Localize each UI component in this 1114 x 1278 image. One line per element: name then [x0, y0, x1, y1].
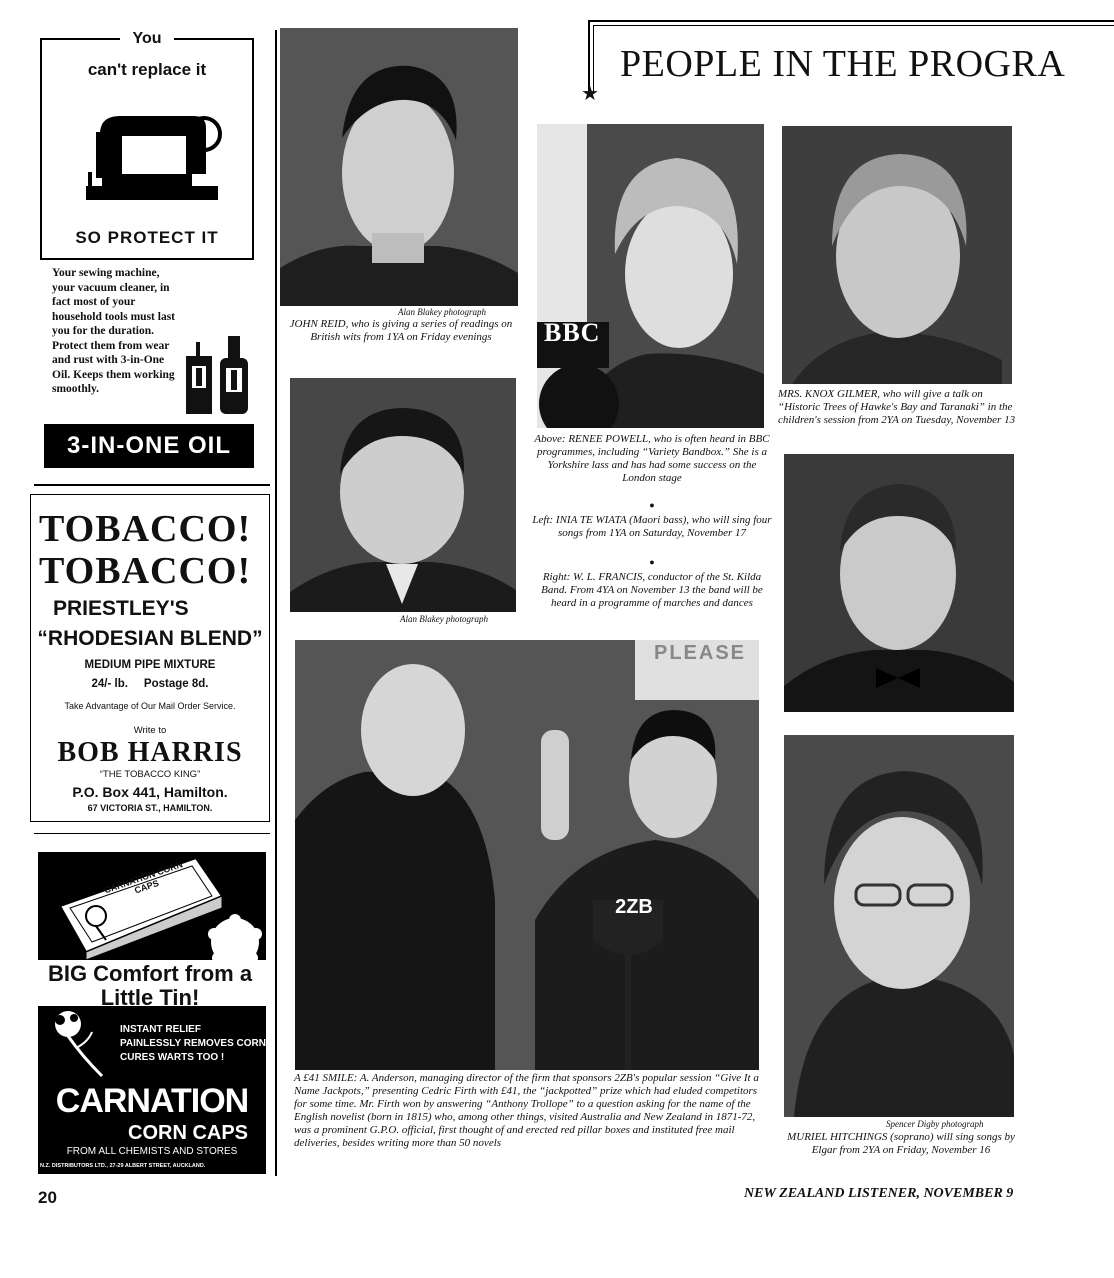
star-icon: ★ — [581, 83, 599, 105]
carnation-ad — [38, 852, 266, 1174]
carnation-product: CORN CAPS — [128, 1122, 249, 1144]
photo-john-reid — [280, 28, 518, 306]
wiata-caption: Left: INIA TE WIATA (Maori bass), who will sing four songs from 1YA on Saturday, November 17 — [532, 514, 772, 539]
francis-caption: Right: W. L. FRANCIS, conductor of the St. Kilda Band. From 4YA on November 13 the band will be heard in a programme of marches and dances — [541, 571, 763, 609]
photo-renee-powell — [537, 124, 764, 428]
tobacco-king: “THE TOBACCO KING” — [99, 769, 201, 780]
column-rule — [275, 30, 277, 1176]
hitchings-credit: Spencer Digby photograph — [886, 1119, 984, 1129]
carnation-brand: CARNATION — [55, 1082, 249, 1120]
photo-smile — [295, 640, 759, 1070]
carnation-big: BIG Comfort from a Little Tin! — [47, 961, 253, 1010]
please-sign: PLEASE — [654, 642, 747, 664]
oil-ad-headline: can't replace it — [87, 60, 207, 79]
sewing-machine-icon — [82, 94, 222, 206]
bullet-1: ● — [649, 500, 655, 510]
carnation-from: FROM ALL CHEMISTS AND STORES — [66, 1146, 238, 1157]
powell-caption: Above: RENEE POWELL, who is often heard in BBC programmes, including “Variety Bandbox.” She is a Yorkshire lass and has had some success on the London stage — [534, 433, 770, 484]
divider — [34, 833, 270, 834]
tobacco-write: Write to — [133, 725, 167, 736]
oil-ad — [40, 30, 254, 468]
tobacco-line-1: TOBACCO! — [39, 508, 252, 550]
tobacco-ad — [30, 494, 270, 822]
photo-wl-francis — [784, 454, 1014, 712]
tobacco-price: 24/- lb. Postage 8d. — [91, 678, 209, 690]
wiata-credit: Alan Blakey photograph — [400, 614, 488, 624]
photo-muriel-hitchings — [784, 735, 1014, 1117]
tobacco-advantage: Take Advantage of Our Mail Order Service. — [64, 701, 236, 711]
page-title: PEOPLE IN THE PROGRA — [620, 43, 1066, 85]
reid-caption: JOHN REID, who is giving a series of readings on British wits from 1YA on Friday evenings — [289, 318, 513, 343]
gilmer-caption: MRS. KNOX GILMER, who will give a talk on “Historic Trees of Hawke's Bay and Taranaki” in the children's session from 2YA on Tuesday, November 13 — [778, 388, 1016, 426]
reid-credit: Alan Blakey photograph — [398, 307, 486, 317]
divider — [34, 484, 270, 486]
tobacco-box: P.O. Box 441, Hamilton. — [72, 784, 228, 800]
tobacco-brand: PRIESTLEY'S — [53, 597, 189, 620]
photo-knox-gilmer — [782, 126, 1012, 384]
smile-caption: A £41 SMILE: A. Anderson, managing director of the firm that sponsors 2ZB's popular session “Give It a Name Jackpots,” presenting Cedric Firth with £41, the “jackpotted” prize which had eluded competitors for some time. Mr. Firth won by answering “Anthony Trollope” to a question asking for the name of the English novelist (born in 1815) who, among other things, visited Australia and New Zealand in 1871-72, was a prominent G.P.O. official, first thought of and erected red pillar boxes and instituted free mail deliveries, besides writing more than 50 novels — [294, 1072, 759, 1149]
carnation-printer: N.Z. DISTRIBUTORS LTD., 27-29 ALBERT STREET, AUCKLAND. — [40, 1163, 206, 1169]
mic-label: 2ZB — [615, 896, 653, 918]
oil-ad-top-word: You — [120, 30, 174, 48]
photo-inia-te-wiata — [290, 378, 516, 612]
tobacco-name: BOB HARRIS — [57, 737, 243, 768]
masthead: NEW ZEALAND LISTENER, NOVEMBER 9 — [744, 1186, 1014, 1201]
bullet-2: ● — [649, 557, 655, 567]
tobacco-line-2: TOBACCO! — [39, 550, 252, 592]
oil-ad-body: Your sewing machine, your vacuum cleaner, in fact most of your household tools must last you for the duration. Protect them from wear and rust with 3-in-One Oil. Keeps them working smoothly. — [52, 267, 176, 395]
hitchings-caption: MURIEL HITCHINGS (soprano) will sing songs by Elgar from 2YA on Friday, November 16 — [787, 1131, 1015, 1156]
carnation-flower-icon — [42, 1008, 104, 1078]
bbc-sign: BBC — [544, 318, 601, 347]
tobacco-street: 67 VICTORIA ST., HAMILTON. — [87, 803, 213, 813]
carnation-relief-1: INSTANT RELIEF — [120, 1024, 201, 1035]
oil-ad-protect: SO PROTECT IT — [75, 228, 219, 247]
carnation-tin-label: CARNATION CORN CAPS — [102, 859, 184, 896]
page-number: 20 — [38, 1188, 57, 1207]
tobacco-mixture: MEDIUM PIPE MIXTURE — [84, 659, 216, 671]
carnation-relief-2: PAINLESSLY REMOVES CORN — [120, 1038, 266, 1049]
oil-ad-brand: 3-IN-ONE OIL — [44, 424, 254, 468]
carnation-relief-3: CURES WARTS TOO ! — [120, 1052, 225, 1063]
tobacco-blend: “RHODESIAN BLEND” — [37, 627, 263, 650]
oil-can-icon — [182, 328, 252, 416]
